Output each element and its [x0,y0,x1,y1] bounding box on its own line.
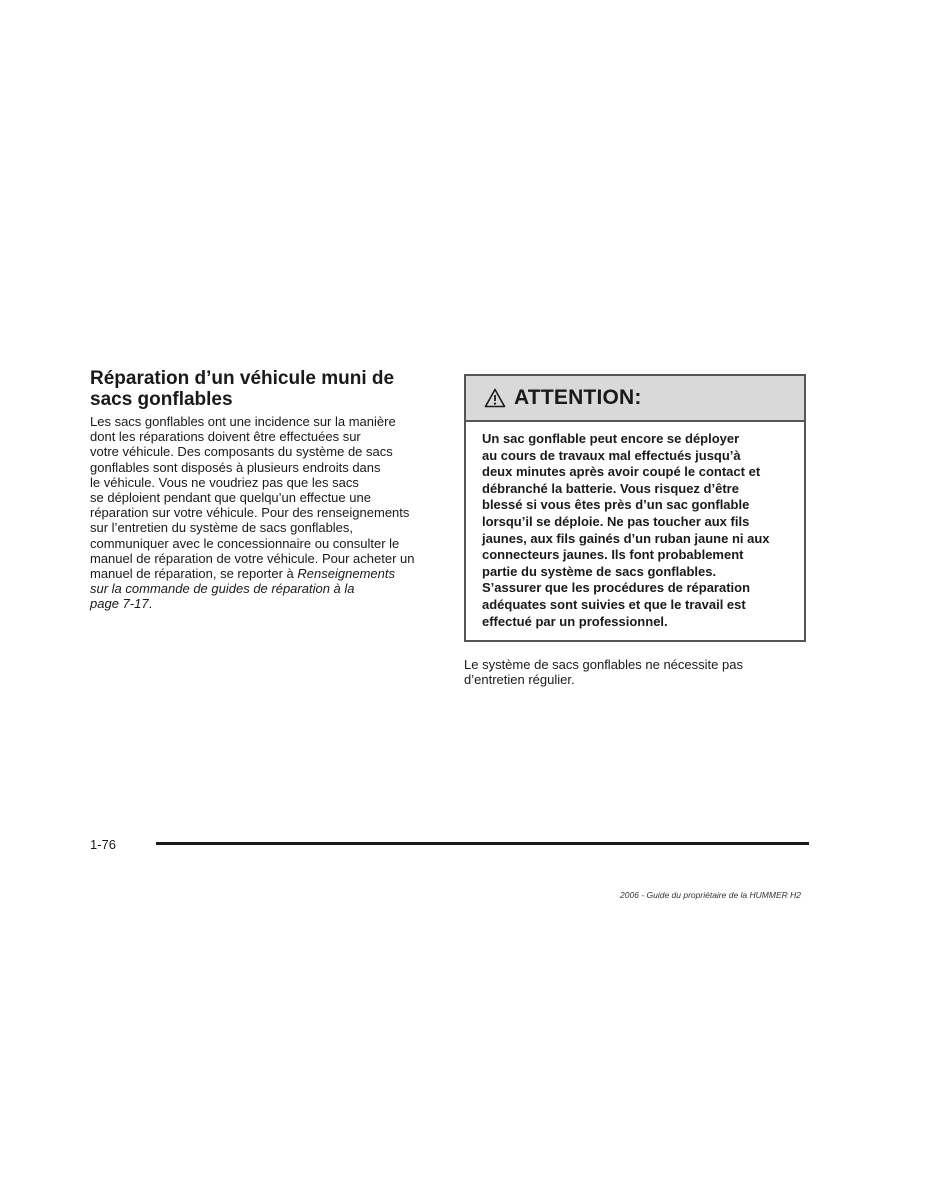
warning-line: effectué par un professionnel. [482,613,668,629]
body-line: Les sacs gonflables ont une incidence sur la manière [90,414,396,429]
cross-reference-link[interactable]: page 7-17 [90,596,149,612]
body-line: gonflables sont disposés à plusieurs endroits dans [90,459,381,475]
body-line: communiquer avec le concessionnaire ou consulter le [90,535,400,551]
cross-reference-link[interactable]: Renseignements [297,566,395,582]
body-line: réparation sur votre véhicule. Pour des renseignements [90,505,410,521]
body-line: se déploient pendant que quelqu’un effectue une [90,490,371,506]
warning-line: au cours de travaux mal effectués jusqu’à [482,447,741,463]
ref-prefix: manuel de réparation, se reporter à [90,566,298,582]
warning-line: deux minutes après avoir coupé le contact et [482,464,761,480]
warning-box [464,374,806,642]
body-line: dont les réparations doivent être effectuées sur [90,429,361,445]
warning-title: ATTENTION: [514,386,642,409]
warning-line: adéquates sont suivies et que le travail est [482,596,746,612]
warning-triangle-icon [484,388,506,408]
page-number: 1-76 [90,837,117,852]
warning-line: jaunes, aux fils gainés d’un ruban jaune ni aux [482,530,770,546]
page-rule [156,842,809,845]
warning-line: Un sac gonflable peut encore se déployer [482,431,740,446]
cross-reference-link[interactable]: sur la commande de guides de réparation à la [90,581,355,597]
warning-line: connecteurs jaunes. Ils font probablement [482,547,744,563]
ref-suffix: . [148,596,153,612]
warning-header [466,376,804,422]
warning-line: blessé si vous êtes près d’un sac gonflable [482,497,750,513]
section-heading [90,368,440,410]
warning-line: S’assurer que les procédures de réparation [482,580,751,596]
maintenance-note [464,657,809,687]
warning-line: lorsqu’il se déploie. Ne pas toucher aux fils [482,513,750,529]
body-line: sur l’entretien du système de sacs gonflables, [90,520,354,536]
body-line: manuel de réparation de votre véhicule. Pour acheter un [90,550,415,566]
body-line-with-reference [90,596,440,611]
body-line-with-reference [90,566,440,581]
note-line: Le système de sacs gonflables ne nécessite pas [464,657,743,672]
heading-line: sacs gonflables [90,389,233,410]
heading-line: Réparation d’un véhicule muni de [90,368,395,389]
left-column [90,368,440,612]
footer-text: 2006 - Guide du propriétaire de la HUMMER H2 [620,890,801,900]
body-line: votre véhicule. Des composants du système de sacs [90,444,393,460]
warning-line: partie du système de sacs gonflables. [482,563,717,579]
body-line: le véhicule. Vous ne voudriez pas que les sacs [90,474,359,490]
note-line: d’entretien régulier. [464,672,575,688]
warning-line: débranché la batterie. Vous risquez d’être [482,480,739,496]
warning-body [466,422,804,630]
section-body [90,414,440,612]
